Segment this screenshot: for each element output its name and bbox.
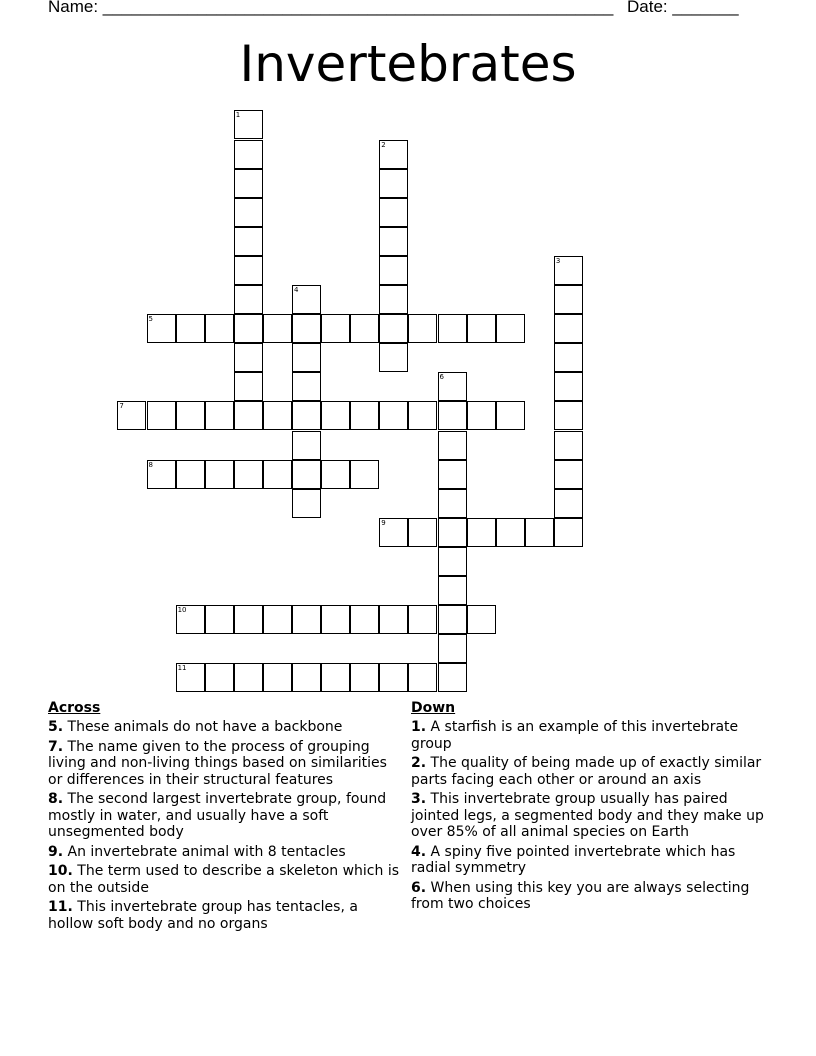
- crossword-cell[interactable]: [438, 314, 467, 343]
- crossword-cell[interactable]: [554, 518, 583, 547]
- clue-text: The name given to the process of grouping living and non-living things based on similarities or differences in their structural features: [48, 738, 387, 788]
- crossword-cell[interactable]: [292, 285, 321, 314]
- crossword-cell[interactable]: [379, 401, 408, 430]
- crossword-cell[interactable]: [321, 314, 350, 343]
- crossword-cell[interactable]: [234, 663, 263, 692]
- crossword-cell[interactable]: [379, 169, 408, 198]
- clue-text: These animals do not have a backbone: [67, 719, 343, 735]
- crossword-cell[interactable]: [467, 518, 496, 547]
- crossword-cell[interactable]: [147, 401, 176, 430]
- cell-number: 7: [119, 402, 124, 411]
- crossword-cell[interactable]: [554, 256, 583, 285]
- clue-number: 5.: [48, 719, 64, 735]
- clue-text: An invertebrate animal with 8 tentacles: [67, 843, 346, 860]
- clue-down-6: [411, 880, 766, 913]
- cell-number: 10: [177, 606, 187, 615]
- crossword-cell[interactable]: [263, 605, 292, 634]
- crossword-cell[interactable]: [496, 401, 525, 430]
- crossword-cell[interactable]: [438, 401, 467, 430]
- cell-number: 9: [381, 518, 386, 527]
- crossword-cell[interactable]: [438, 547, 467, 576]
- crossword-cell[interactable]: [379, 198, 408, 227]
- crossword-cell[interactable]: [438, 663, 467, 692]
- crossword-cell[interactable]: [379, 518, 408, 547]
- cell-number: 4: [294, 286, 299, 294]
- crossword-cell[interactable]: [379, 140, 408, 169]
- crossword-cell[interactable]: [205, 314, 234, 343]
- crossword-cell[interactable]: [496, 314, 525, 343]
- crossword-cell[interactable]: [234, 314, 263, 343]
- crossword-cell[interactable]: [234, 198, 263, 227]
- crossword-cell[interactable]: [263, 460, 292, 489]
- clue-across-10: [48, 863, 403, 896]
- crossword-cell[interactable]: [234, 169, 263, 198]
- crossword-cell[interactable]: [176, 663, 205, 692]
- crossword-cell[interactable]: [292, 401, 321, 430]
- crossword-cell[interactable]: [234, 285, 263, 314]
- crossword-cell[interactable]: [292, 663, 321, 692]
- down-clues: [411, 700, 766, 916]
- crossword-cell[interactable]: [234, 460, 263, 489]
- clue-across-11: [48, 899, 403, 932]
- crossword-cell[interactable]: [263, 663, 292, 692]
- clue-text: A starfish is an example of this invertebrate group: [411, 719, 739, 752]
- crossword-cell[interactable]: [321, 663, 350, 692]
- clue-text: The quality of being made up of exactly similar parts facing each other or around an axis: [411, 755, 762, 788]
- name-field[interactable]: Name: ______________________________________________________: [48, 0, 614, 16]
- crossword-cell[interactable]: [205, 401, 234, 430]
- crossword-cell[interactable]: [554, 285, 583, 314]
- clue-down-4: [411, 844, 766, 877]
- crossword-cell[interactable]: [350, 663, 379, 692]
- crossword-cell[interactable]: [408, 401, 437, 430]
- crossword-cell[interactable]: [292, 343, 321, 372]
- crossword-cell[interactable]: [438, 518, 467, 547]
- crossword-cell[interactable]: [350, 401, 379, 430]
- crossword-cell[interactable]: [176, 605, 205, 634]
- cell-number: 3: [555, 256, 561, 265]
- crossword-cell[interactable]: [467, 314, 496, 343]
- crossword-cell[interactable]: [379, 343, 408, 372]
- clue-number: 4.: [411, 843, 427, 860]
- crossword-cell[interactable]: [292, 431, 321, 460]
- clue-number: 11.: [48, 899, 73, 915]
- clue-number: 2.: [411, 755, 427, 771]
- crossword-cell[interactable]: [147, 314, 176, 343]
- crossword-cell[interactable]: [234, 401, 263, 430]
- crossword-cell[interactable]: [350, 314, 379, 343]
- crossword-cell[interactable]: [379, 285, 408, 314]
- crossword-cell[interactable]: [292, 314, 321, 343]
- crossword-cell[interactable]: [467, 401, 496, 430]
- clue-across-8: [48, 791, 403, 841]
- crossword-cell[interactable]: [408, 314, 437, 343]
- down-heading: Down: [411, 700, 456, 716]
- crossword-cell[interactable]: [379, 663, 408, 692]
- crossword-cell[interactable]: [379, 314, 408, 343]
- crossword-cell[interactable]: [408, 663, 437, 692]
- crossword-cell[interactable]: [554, 489, 583, 518]
- cell-number: 6: [439, 373, 444, 382]
- clue-text: When using this key you are always selecting from two choices: [411, 879, 750, 912]
- crossword-cell[interactable]: [438, 576, 467, 605]
- crossword-cell[interactable]: [292, 460, 321, 489]
- crossword-cell[interactable]: [176, 460, 205, 489]
- crossword-cell[interactable]: [321, 460, 350, 489]
- crossword-cell[interactable]: [292, 489, 321, 518]
- crossword-cell[interactable]: [408, 605, 437, 634]
- crossword-cell[interactable]: [234, 140, 263, 169]
- crossword-cell[interactable]: [438, 634, 467, 663]
- crossword-cell[interactable]: [234, 110, 263, 139]
- clue-number: 1.: [411, 719, 427, 735]
- crossword-cell[interactable]: [408, 518, 437, 547]
- crossword-cell[interactable]: [263, 401, 292, 430]
- crossword-cell[interactable]: [554, 314, 583, 343]
- clue-across-7: [48, 739, 403, 789]
- crossword-cell[interactable]: [234, 605, 263, 634]
- crossword-cell[interactable]: [234, 227, 263, 256]
- crossword-cell[interactable]: [554, 431, 583, 460]
- clue-number: 3.: [411, 791, 427, 807]
- crossword-cell[interactable]: [379, 256, 408, 285]
- crossword-cell[interactable]: [234, 372, 263, 401]
- crossword-cell[interactable]: [467, 605, 496, 634]
- crossword-cell[interactable]: [292, 605, 321, 634]
- cell-number: 5: [148, 315, 153, 324]
- clue-number: 10.: [48, 863, 73, 879]
- clue-number: 6.: [411, 879, 427, 896]
- clue-text: The second largest invertebrate group, found mostly in water, and usually have a soft unsegmented body: [48, 791, 387, 840]
- clue-across-5: [48, 719, 403, 736]
- crossword-cell[interactable]: [554, 401, 583, 430]
- crossword-cell[interactable]: [350, 460, 379, 489]
- crossword-cell[interactable]: [292, 372, 321, 401]
- crossword-cell[interactable]: [147, 460, 176, 489]
- crossword-cell[interactable]: [438, 372, 467, 401]
- clue-text: This invertebrate group usually has paired jointed legs, a segmented body and they make up over 85% of all animal species on Earth: [411, 791, 764, 840]
- crossword-cell[interactable]: [321, 401, 350, 430]
- across-heading: Across: [48, 700, 101, 716]
- crossword-cell[interactable]: [438, 431, 467, 460]
- cell-number: 11: [177, 664, 187, 673]
- page-title: Invertebrates: [239, 35, 577, 93]
- crossword-cell[interactable]: [321, 605, 350, 634]
- clue-text: The term used to describe a skeleton which is on the outside: [48, 863, 400, 896]
- crossword-cell[interactable]: [554, 372, 583, 401]
- crossword-cell[interactable]: [525, 518, 554, 547]
- clue-number: 8.: [48, 791, 64, 807]
- crossword-cell[interactable]: [205, 605, 234, 634]
- crossword-cell[interactable]: [117, 401, 146, 430]
- crossword-cell[interactable]: [438, 605, 467, 634]
- crossword-cell[interactable]: [234, 256, 263, 285]
- across-clues: [48, 700, 403, 935]
- crossword-cell[interactable]: [176, 401, 205, 430]
- clue-number: 7.: [48, 738, 64, 755]
- clue-number: 9.: [48, 843, 64, 860]
- clue-down-1: [411, 719, 766, 752]
- clue-text: A spiny five pointed invertebrate which has radial symmetry: [411, 843, 736, 876]
- crossword-cell[interactable]: [176, 314, 205, 343]
- clue-text: This invertebrate group has tentacles, a hollow soft body and no organs: [48, 899, 358, 932]
- crossword-cell[interactable]: [263, 314, 292, 343]
- clue-down-3: [411, 791, 766, 841]
- crossword-cell[interactable]: [496, 518, 525, 547]
- crossword-cell[interactable]: [205, 663, 234, 692]
- cell-number: 2: [381, 140, 386, 149]
- clue-across-9: [48, 844, 403, 861]
- clue-down-2: [411, 755, 766, 788]
- crossword-cell[interactable]: [554, 343, 583, 372]
- crossword-cell[interactable]: [379, 227, 408, 256]
- cell-number: 1: [235, 111, 241, 120]
- crossword-cell[interactable]: [438, 489, 467, 518]
- crossword-cell[interactable]: [350, 605, 379, 634]
- crossword-cell[interactable]: [554, 460, 583, 489]
- crossword-cell[interactable]: [379, 605, 408, 634]
- date-field[interactable]: Date: _______: [627, 0, 739, 16]
- cell-number: 8: [148, 460, 153, 469]
- crossword-cell[interactable]: [234, 343, 263, 372]
- crossword-cell[interactable]: [438, 460, 467, 489]
- crossword-cell[interactable]: [205, 460, 234, 489]
